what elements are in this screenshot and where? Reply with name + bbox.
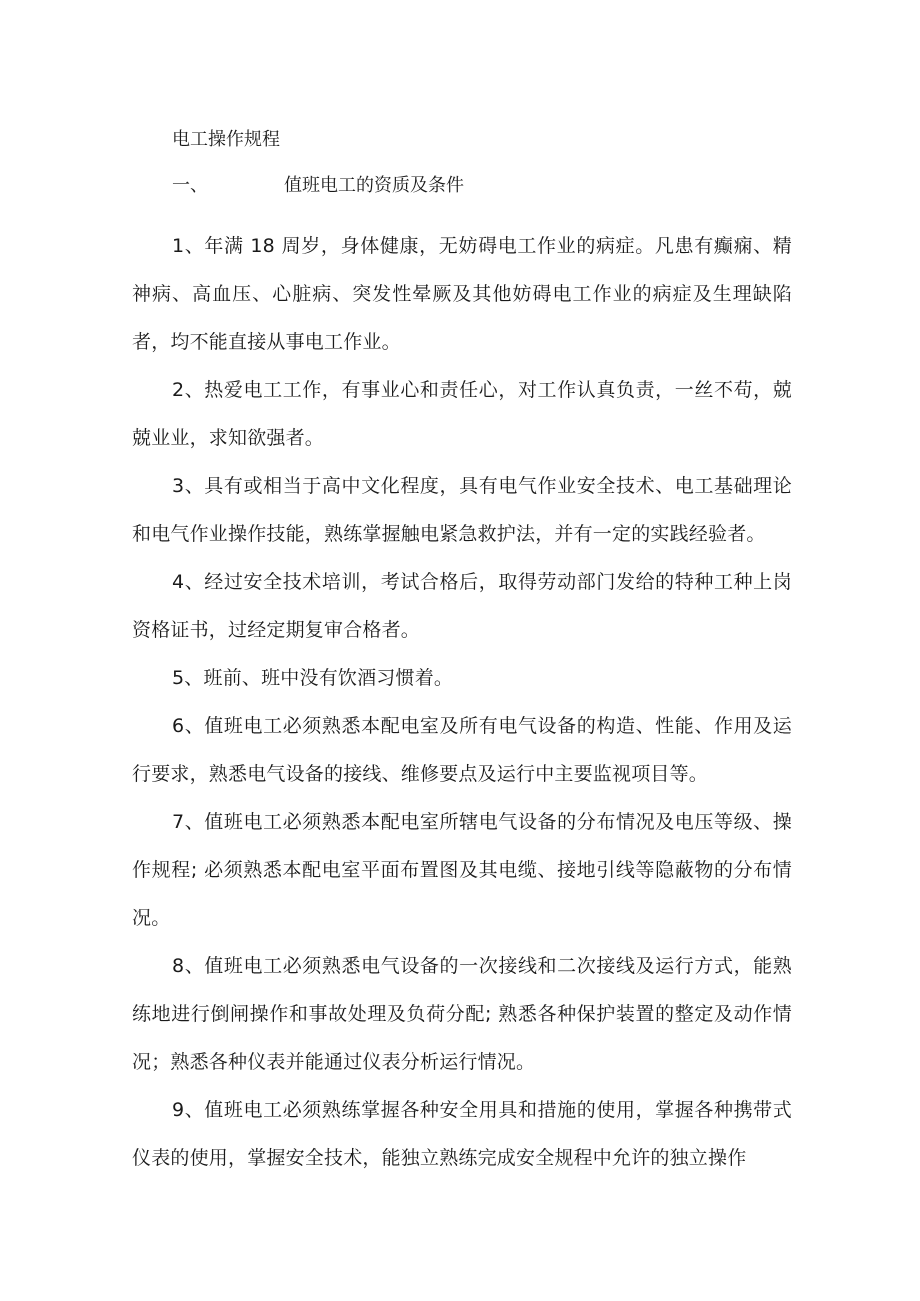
document-title: 电工操作规程	[172, 129, 280, 150]
paragraph-6: 6、值班电工必须熟悉本配电室及所有电气设备的构造、性能、作用及运行要求，熟悉电气设备的接线、维修要点及运行中主要监视项目等。	[132, 715, 792, 785]
paragraph-2: 2、热爱电工工作，有事业心和责任心，对工作认真负责，一丝不苟，兢兢业业，求知欲强者。	[132, 379, 792, 449]
section-title: 值班电工的资质及条件	[284, 175, 464, 196]
paragraph-3: 3、具有或相当于高中文化程度，具有电气作业安全技术、电工基础理论和电气作业操作技能，熟练掌握触电紧急救护法，并有一定的实践经验者。	[132, 475, 792, 545]
section-heading	[172, 172, 464, 200]
paragraph-1: 1、年满 18 周岁，身体健康，无妨碍电工作业的病症。凡患有癫痫、精神病、高血压、心脏病、突发性晕厥及其他妨碍电工作业的病症及生理缺陷者，均不能直接从事电工作业。	[132, 235, 792, 353]
paragraph-7: 7、值班电工必须熟悉本配电室所辖电气设备的分布情况及电压等级、操作规程; 必须熟悉本配电室平面布置图及其电缆、接地引线等隐蔽物的分布情况。	[132, 811, 792, 929]
section-number: 一、	[172, 175, 208, 196]
paragraph-4: 4、经过安全技术培训，考试合格后，取得劳动部门发给的特种工种上岗资格证书，过经定期复审合格者。	[132, 571, 792, 641]
paragraph-5: 5、班前、班中没有饮酒习惯着。	[172, 667, 454, 689]
paragraph-8: 8、值班电工必须熟悉电气设备的一次接线和二次接线及运行方式，能熟练地进行倒闸操作和事故处理及负荷分配; 熟悉各种保护装置的整定及动作情况；熟悉各种仪表并能通过仪表分析运行情况。	[132, 955, 792, 1073]
paragraph-9: 9、值班电工必须熟练掌握各种安全用具和措施的使用，掌握各种携带式仪表的使用，掌握安全技术，能独立熟练完成安全规程中允许的独立操作	[132, 1099, 792, 1169]
document-body	[132, 222, 792, 1182]
